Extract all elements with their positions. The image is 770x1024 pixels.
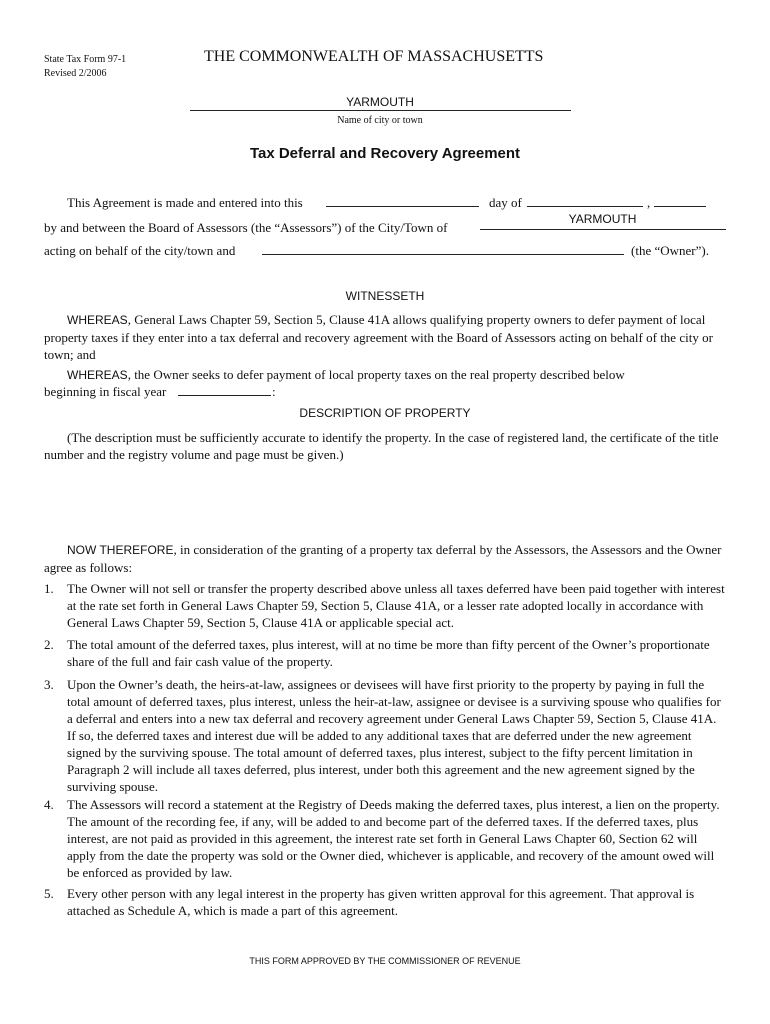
witnesseth-heading: WITNESSETH [345, 289, 425, 303]
city-name-line [190, 110, 571, 111]
footer-approval: THIS FORM APPROVED BY THE COMMISSIONER OF REVENUE [249, 956, 521, 966]
intro-line3-text: acting on behalf of the city/town and [44, 243, 236, 258]
whereas-1-lead: WHEREAS [67, 313, 128, 327]
clause-4-text: The Assessors will record a statement at the Registry of Deeds making the deferred taxes, plus interest, a lien on the property. The amount of the recording fee, if any, will be added to and become part of the deferred taxes. If the deferred taxes, plus interest, are not paid as provided in this agreement, the interest rate set forth in General Laws Chapter 60, Section 62 will apply from the date the property was sold or the Owner died, whichever is applicable, and recovery of the amount owed will be enforced as provided by law. [67, 797, 720, 880]
intro-line2-text: by and between the Board of Assessors (the “Assessors”) of the City/Town of [44, 220, 448, 235]
fiscal-year-label: beginning in fiscal year [44, 384, 167, 399]
city-town-value[interactable]: YARMOUTH [568, 212, 637, 226]
description-note: (The description must be sufficiently accurate to identify the property. In the case of registered land, the certificate of the title number and the registry volume and page must be given.) [44, 430, 719, 462]
clause-3-text: Upon the Owner’s death, the heirs-at-law, assignees or devisees will have first priority to the property by paying in full the total amount of deferred taxes, plus interest, unless the heir-at-law, assignee or devisee is a surviving spouse who qualifies for a deferral and enters into a new tax deferral and recovery agreement under General Laws Chapter 59, Section 5, Clause 41A. If so, the deferred taxes and interest due will be added to any additional taxes that are deferred under the new agreement signed by the surviving spouse. The total amount of deferred taxes, plus interest, subject to the fifty percent limitation in Paragraph 2 will include all taxes deferred, plus interest, under both this agreement and the new agreement signed by the surviving spouse. [67, 677, 721, 794]
form-number: State Tax Form 97-1 [44, 54, 127, 65]
agreement-month-field[interactable] [527, 206, 643, 207]
clause-2-number: 2. [44, 637, 54, 652]
commonwealth-heading: THE COMMONWEALTH OF MASSACHUSETTS [204, 48, 544, 65]
clause-5-text: Every other person with any legal interest in the property has given written approval for this agreement. That approval is attached as Schedule A, which is made a part of this agreement. [67, 886, 695, 918]
clause-1-text: The Owner will not sell or transfer the property described above unless all taxes deferred have been paid together with interest at the rate set forth in General Laws Chapter 59, Section 5, Clause 41A, or a lesser rate adopted locally in accordance with General Laws Chapter 59, Section 5, Clause 41A or applicable special act. [67, 581, 725, 630]
intro-line1-text: This Agreement is made and entered into this [67, 195, 303, 210]
whereas-2-lead: WHEREAS [67, 368, 128, 382]
agreement-date-field[interactable] [326, 206, 479, 207]
whereas-paragraph-1 [44, 311, 726, 363]
owner-name-field[interactable] [262, 254, 624, 255]
clause-2-text: The total amount of the deferred taxes, plus interest, will at no time be more than fifty percent of the Owner’s proportionate share of the full and fair cash value of the property. [67, 637, 710, 669]
description-heading: DESCRIPTION OF PROPERTY [299, 406, 471, 420]
property-description-area[interactable] [44, 466, 726, 536]
intro-comma: , [647, 195, 651, 210]
city-name-caption: Name of city or town [337, 115, 423, 126]
whereas-2-text: , the Owner seeks to defer payment of local property taxes on the real property described below [127, 367, 625, 382]
fiscal-year-field[interactable] [178, 395, 271, 396]
now-therefore-text: , in consideration of the granting of a property tax deferral by the Assessors, the Assessors and the Owner agree as follows: [44, 542, 722, 575]
fiscal-year-colon: : [272, 384, 276, 399]
now-therefore-paragraph [44, 541, 726, 576]
now-therefore-lead: NOW THEREFORE [67, 543, 174, 557]
page-title: Tax Deferral and Recovery Agreement [249, 145, 521, 162]
owner-label: (the “Owner”). [631, 243, 709, 258]
clause-5-number: 5. [44, 886, 54, 901]
city-town-line [480, 229, 726, 230]
whereas-paragraph-2 [44, 366, 726, 384]
clause-3-number: 3. [44, 677, 54, 692]
intro-day-of: day of [489, 195, 522, 210]
clause-4-number: 4. [44, 797, 54, 812]
revised-date: Revised 2/2006 [44, 68, 107, 79]
clause-1-number: 1. [44, 581, 54, 596]
city-name-value[interactable]: YARMOUTH [346, 95, 414, 109]
agreement-year-field[interactable] [654, 206, 706, 207]
whereas-1-text: , General Laws Chapter 59, Section 5, Clause 41A allows qualifying property owners to defer payment of local property taxes if they enter into a tax deferral and recovery agreement with the Board of Assessors acting on behalf of the city or town; and [44, 312, 713, 362]
